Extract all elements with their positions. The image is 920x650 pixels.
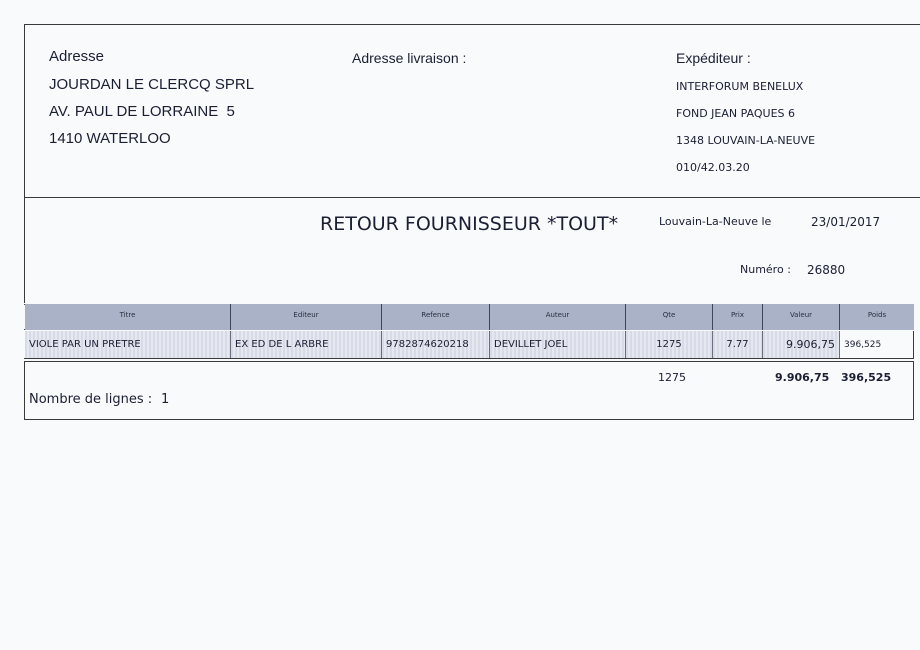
total-valeur: 9.906,75: [775, 371, 830, 384]
cell-prix: 7.77: [713, 331, 763, 358]
col-header-editeur: Editeur: [231, 304, 382, 330]
col-header-qte: Qte: [626, 304, 713, 330]
customer-name: JOURDAN LE CLERCQ SPRL: [49, 76, 255, 93]
col-header-titre: Titre: [25, 304, 231, 330]
cell-editeur: EX ED DE L ARBRE: [231, 331, 382, 358]
cell-titre: VIOLE PAR UN PRETRE: [25, 331, 231, 358]
place-label: Louvain-La-Neuve le: [659, 215, 772, 228]
number-label: Numéro :: [740, 263, 791, 276]
sender-heading: Expéditeur :: [676, 50, 751, 66]
delivery-heading: Adresse livraison :: [352, 50, 467, 66]
sender-phone: 010/42.03.20: [676, 161, 750, 174]
document-number: 26880: [807, 263, 846, 277]
sender-city: 1348 LOUVAIN-LA-NEUVE: [676, 134, 816, 147]
line-count: 1: [161, 392, 170, 407]
cell-qte: 1275: [626, 331, 713, 358]
customer-heading: Adresse: [49, 48, 105, 65]
line-count-label: Nombre de lignes :: [29, 392, 153, 407]
total-poids: 396,525: [841, 371, 892, 384]
document-title: RETOUR FOURNISSEUR *TOUT*: [320, 213, 619, 235]
col-header-reference: Refence: [382, 304, 490, 330]
sender-street: FOND JEAN PAQUES 6: [676, 107, 796, 120]
col-header-valeur: Valeur: [763, 304, 840, 330]
col-header-auteur: Auteur: [490, 304, 626, 330]
col-header-poids: Poids: [840, 304, 914, 330]
cell-valeur: 9.906,75: [763, 331, 840, 358]
totals-frame: [24, 361, 914, 420]
sender-name: INTERFORUM BENELUX: [676, 80, 804, 93]
total-qte: 1275: [658, 371, 686, 384]
col-header-prix: Prix: [713, 304, 763, 330]
cell-reference: 9782874620218: [382, 331, 490, 358]
customer-street: AV. PAUL DE LORRAINE 5: [49, 103, 235, 120]
document-date: 23/01/2017: [811, 215, 881, 229]
cell-poids: 396,525: [844, 339, 882, 350]
customer-city: 1410 WATERLOO: [49, 130, 171, 147]
cell-auteur: DEVILLET JOEL: [490, 331, 626, 358]
